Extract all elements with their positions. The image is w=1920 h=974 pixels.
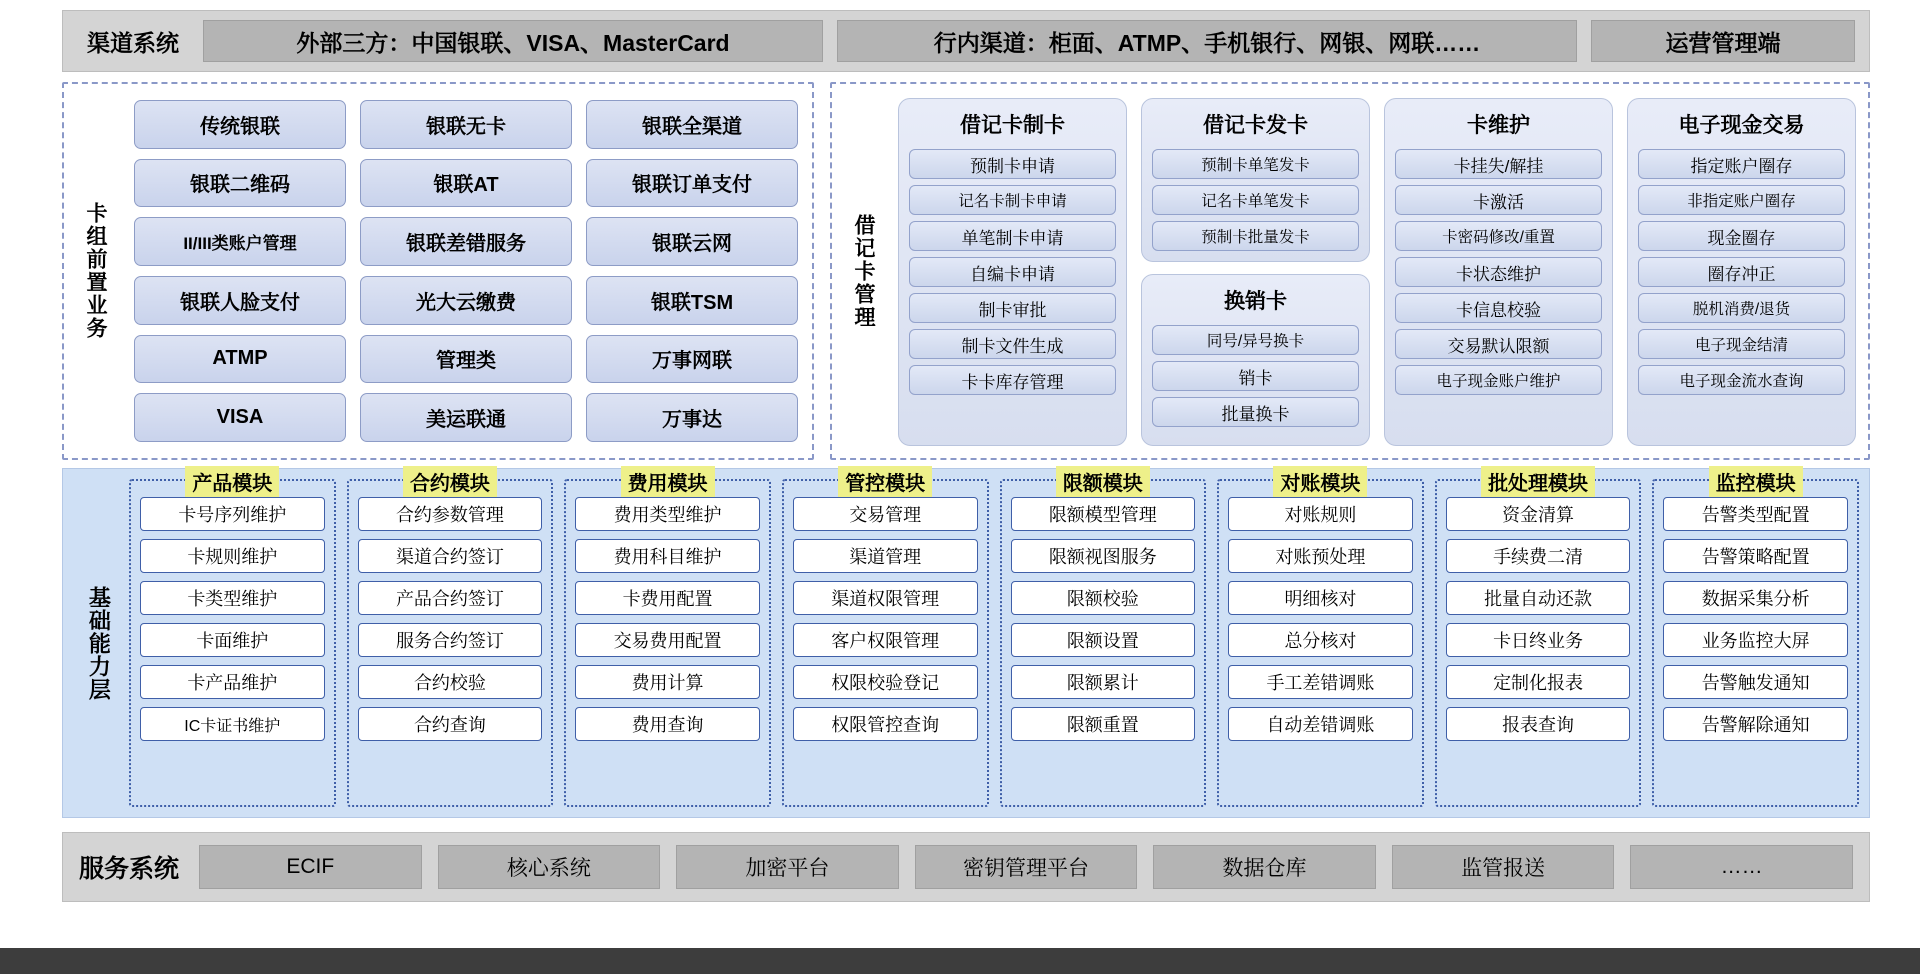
group-item[interactable]: 预制卡申请 (909, 149, 1116, 179)
capability-item[interactable]: 限额校验 (1011, 581, 1196, 615)
group-item[interactable]: 电子现金流水查询 (1638, 365, 1845, 395)
capability-column-title: 产品模块 (185, 466, 279, 497)
group-item[interactable]: 卡状态维护 (1395, 257, 1602, 287)
capability-item[interactable]: 明细核对 (1228, 581, 1413, 615)
group-item[interactable]: 记名卡制卡申请 (909, 185, 1116, 215)
group-item[interactable]: 批量换卡 (1152, 397, 1359, 427)
card-org-item[interactable]: 万事达 (586, 393, 798, 442)
card-org-item[interactable]: 银联全渠道 (586, 100, 798, 149)
capability-item[interactable]: 数据采集分析 (1663, 581, 1848, 615)
card-org-item[interactable]: 管理类 (360, 335, 572, 384)
channel-system-title: 渠道系统 (87, 29, 179, 56)
capability-item[interactable]: 渠道权限管理 (793, 581, 978, 615)
card-org-item[interactable]: VISA (134, 393, 346, 442)
group-title: 卡维护 (1467, 114, 1530, 137)
channel-external-third-party[interactable]: 外部三方：中国银联、VISA、MasterCard (203, 20, 823, 62)
group-item[interactable]: 卡激活 (1395, 185, 1602, 215)
group-item[interactable]: 单笔制卡申请 (909, 221, 1116, 251)
card-org-panel (62, 82, 814, 460)
capability-column-control (782, 473, 989, 807)
channel-internal[interactable]: 行内渠道：柜面、ATMP、手机银行、网银、网联…… (837, 20, 1577, 62)
card-org-item[interactable]: 银联二维码 (134, 159, 346, 208)
capability-column-fee (564, 473, 771, 807)
footer-strip (0, 948, 1920, 974)
capability-item[interactable]: 批量自动还款 (1446, 581, 1631, 615)
group-title: 借记卡发卡 (1203, 114, 1308, 137)
capability-item[interactable]: 卡费用配置 (575, 581, 760, 615)
capability-item[interactable]: 费用科目维护 (575, 539, 760, 573)
debit-card-groups (898, 98, 1856, 446)
card-org-item[interactable]: 银联人脸支付 (134, 276, 346, 325)
service-item-more[interactable]: …… (1630, 845, 1853, 889)
capability-column-batch (1435, 473, 1642, 807)
service-item-core[interactable]: 核心系统 (438, 845, 661, 889)
capability-item[interactable]: 手工差错调账 (1228, 665, 1413, 699)
capability-item[interactable]: 限额模型管理 (1011, 497, 1196, 531)
card-org-item[interactable]: 银联云网 (586, 217, 798, 266)
capability-item[interactable]: 业务监控大屏 (1663, 623, 1848, 657)
capability-item[interactable]: 费用类型维护 (575, 497, 760, 531)
group-title: 电子现金交易 (1678, 114, 1805, 137)
capability-item[interactable]: 渠道合约签订 (358, 539, 543, 573)
capability-item[interactable]: 卡规则维护 (140, 539, 325, 573)
debit-group-card-issuing (1141, 98, 1370, 262)
capability-item[interactable]: 服务合约签订 (358, 623, 543, 657)
capability-item[interactable]: 限额累计 (1011, 665, 1196, 699)
group-item[interactable]: 制卡文件生成 (909, 329, 1116, 359)
debit-group-col-ecash (1627, 98, 1856, 446)
group-item[interactable]: 同号/异号换卡 (1152, 325, 1359, 355)
debit-group-col-maintenance (1384, 98, 1613, 446)
capability-column-title: 限额模块 (1056, 466, 1150, 497)
capability-item[interactable]: 卡面维护 (140, 623, 325, 657)
capability-layer-label: 基础能力层 (86, 585, 112, 701)
capability-item[interactable]: 合约校验 (358, 665, 543, 699)
group-item[interactable]: 指定账户圈存 (1638, 149, 1845, 179)
card-org-item[interactable]: II/III类账户管理 (134, 217, 346, 266)
capability-column-monitoring (1652, 473, 1859, 807)
service-system-title: 服务系统 (79, 855, 180, 883)
business-layer-row (62, 82, 1870, 460)
capability-column-contract (347, 473, 554, 807)
group-item[interactable]: 卡挂失/解挂 (1395, 149, 1602, 179)
capability-item[interactable]: 总分核对 (1228, 623, 1413, 657)
debit-group-card-ecash (1627, 98, 1856, 446)
group-item[interactable]: 脱机消费/退货 (1638, 293, 1845, 323)
capability-item[interactable]: 卡日终业务 (1446, 623, 1631, 657)
capability-item[interactable]: 费用查询 (575, 707, 760, 741)
card-org-item[interactable]: 银联订单支付 (586, 159, 798, 208)
capability-item[interactable]: 对账规则 (1228, 497, 1413, 531)
capability-item[interactable]: 手续费二清 (1446, 539, 1631, 573)
debit-group-card-production (898, 98, 1127, 446)
capability-item[interactable]: 费用计算 (575, 665, 760, 699)
capability-item[interactable]: 卡类型维护 (140, 581, 325, 615)
card-org-item[interactable]: 银联无卡 (360, 100, 572, 149)
capability-item[interactable]: 渠道管理 (793, 539, 978, 573)
group-item[interactable]: 记名卡单笔发卡 (1152, 185, 1359, 215)
capability-item[interactable]: 交易费用配置 (575, 623, 760, 657)
debit-group-card-replace-cancel (1141, 274, 1370, 446)
capability-column-title: 批处理模块 (1481, 466, 1595, 497)
capability-column-reconciliation (1217, 473, 1424, 807)
group-item[interactable]: 自编卡申请 (909, 257, 1116, 287)
capability-item[interactable]: 限额重置 (1011, 707, 1196, 741)
capability-column-title: 合约模块 (403, 466, 497, 497)
debit-card-panel (830, 82, 1870, 460)
capability-layer (62, 468, 1870, 818)
capability-item[interactable]: 卡产品维护 (140, 665, 325, 699)
capability-item[interactable]: 告警解除通知 (1663, 707, 1848, 741)
card-org-item[interactable]: 银联TSM (586, 276, 798, 325)
group-title: 换销卡 (1224, 290, 1287, 313)
capability-item[interactable]: 客户权限管理 (793, 623, 978, 657)
card-org-item[interactable]: 传统银联 (134, 100, 346, 149)
card-org-item[interactable]: 光大云缴费 (360, 276, 572, 325)
capability-item[interactable]: 资金清算 (1446, 497, 1631, 531)
capability-item[interactable]: 合约参数管理 (358, 497, 543, 531)
debit-group-col-card-production (898, 98, 1127, 446)
group-item[interactable]: 电子现金账户维护 (1395, 365, 1602, 395)
capability-column-title: 对账模块 (1273, 466, 1367, 497)
capability-column-title: 监控模块 (1709, 466, 1803, 497)
capability-column-title: 管控模块 (838, 466, 932, 497)
capability-item[interactable]: 卡号序列维护 (140, 497, 325, 531)
channel-operations-console[interactable]: 运营管理端 (1591, 20, 1855, 62)
service-system-bar (62, 832, 1870, 902)
card-org-item[interactable]: 银联AT (360, 159, 572, 208)
group-item[interactable]: 卡密码修改/重置 (1395, 221, 1602, 251)
group-item[interactable]: 预制卡单笔发卡 (1152, 149, 1359, 179)
capability-item[interactable]: 对账预处理 (1228, 539, 1413, 573)
card-org-item[interactable]: 美运联通 (360, 393, 572, 442)
card-org-item[interactable]: 银联差错服务 (360, 217, 572, 266)
capability-item[interactable]: 自动差错调账 (1228, 707, 1413, 741)
group-item[interactable]: 圈存冲正 (1638, 257, 1845, 287)
capability-column-title: 费用模块 (621, 466, 715, 497)
group-item[interactable]: 销卡 (1152, 361, 1359, 391)
card-org-item[interactable]: ATMP (134, 335, 346, 384)
group-title: 借记卡制卡 (960, 114, 1065, 137)
group-item[interactable]: 交易默认限额 (1395, 329, 1602, 359)
capability-item[interactable]: 交易管理 (793, 497, 978, 531)
capability-item[interactable]: 权限管控查询 (793, 707, 978, 741)
group-item[interactable]: 现金圈存 (1638, 221, 1845, 251)
capability-item[interactable]: 定制化报表 (1446, 665, 1631, 699)
service-item-ecif[interactable]: ECIF (199, 845, 422, 889)
channel-system-bar (62, 10, 1870, 72)
debit-group-col-issuing (1141, 98, 1370, 446)
capability-column-product (129, 473, 336, 807)
card-org-panel-label: 卡组前置业务 (84, 202, 108, 340)
group-item[interactable]: 卡信息校验 (1395, 293, 1602, 323)
group-item[interactable]: 电子现金结清 (1638, 329, 1845, 359)
capability-item[interactable]: 限额视图服务 (1011, 539, 1196, 573)
capability-item[interactable]: 产品合约签订 (358, 581, 543, 615)
capability-column-limit (1000, 473, 1207, 807)
service-item-regulatory-report[interactable]: 监管报送 (1392, 845, 1615, 889)
capability-item[interactable]: 合约查询 (358, 707, 543, 741)
group-item[interactable]: 预制卡批量发卡 (1152, 221, 1359, 251)
debit-card-panel-label: 借记卡管理 (852, 213, 876, 329)
capability-item[interactable]: 告警触发通知 (1663, 665, 1848, 699)
service-item-key-management[interactable]: 密钥管理平台 (915, 845, 1138, 889)
service-item-data-warehouse[interactable]: 数据仓库 (1153, 845, 1376, 889)
capability-item[interactable]: 权限校验登记 (793, 665, 978, 699)
group-item[interactable]: 制卡审批 (909, 293, 1116, 323)
card-org-item[interactable]: 万事网联 (586, 335, 798, 384)
debit-group-card-maintenance (1384, 98, 1613, 446)
group-item[interactable]: 卡卡库存管理 (909, 365, 1116, 395)
capability-columns (129, 473, 1859, 807)
card-org-grid (134, 100, 798, 442)
capability-item[interactable]: 告警类型配置 (1663, 497, 1848, 531)
capability-item[interactable]: 告警策略配置 (1663, 539, 1848, 573)
capability-item[interactable]: 限额设置 (1011, 623, 1196, 657)
capability-item[interactable]: IC卡证书维护 (140, 707, 325, 741)
capability-item[interactable]: 报表查询 (1446, 707, 1631, 741)
group-item[interactable]: 非指定账户圈存 (1638, 185, 1845, 215)
service-item-encryption[interactable]: 加密平台 (676, 845, 899, 889)
